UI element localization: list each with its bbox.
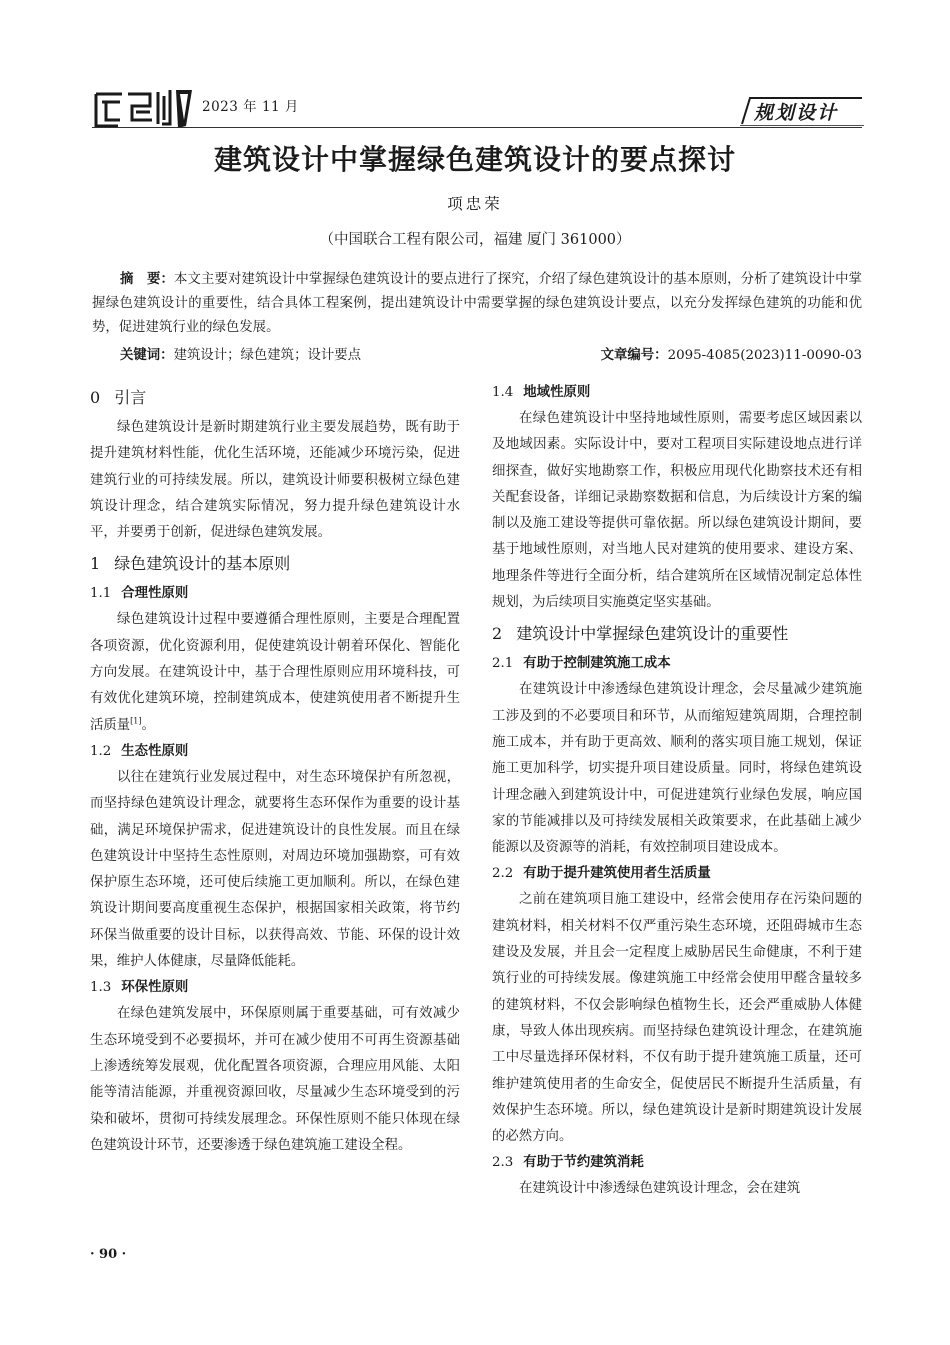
abstract-text: 本文主要对建筑设计中掌握绿色建筑设计的要点进行了探究，介绍了绿色建筑设计的基本原则，分析了建筑设计中掌握绿色建筑设计的重要性，结合具体工程案例，提出建筑设计中需要掌握的绿色建筑设计要点，以充分发挥绿色建筑的功能和优势，促进建筑行业的绿色发展。 — [92, 272, 863, 335]
section-heading: 0 引言 — [90, 388, 147, 407]
paragraph: 在建筑设计中渗透绿色建筑设计理念，会在建筑 — [519, 1181, 801, 1197]
section-heading: 2 建筑设计中掌握绿色建筑设计的重要性 — [492, 624, 789, 644]
subsection-heading: 2.2 有助于提升建筑使用者生活质量 — [492, 866, 711, 882]
citation-ref: [1] — [130, 716, 142, 726]
subsection-heading: 2.3 有助于节约建筑消耗 — [492, 1155, 644, 1171]
subsection-heading: 1.1 合理性原则 — [90, 586, 189, 602]
section-tag-label: 规划设计 — [754, 102, 839, 124]
subsection-heading: 1.2 生态性原则 — [90, 743, 189, 759]
article-title: 建筑设计中掌握绿色建筑设计的要点探讨 — [213, 143, 736, 176]
keywords-text: 建筑设计；绿色建筑；设计要点 — [173, 348, 362, 363]
header-rule — [92, 127, 862, 128]
right-column — [492, 380, 862, 1203]
paragraph: 绿色建筑设计过程中要遵循合理性原则，主要是合理配置各项资源，优化资源利用，促使建筑设计朝着环保化、智能化方向发展。在建筑设计中，基于合理性原则应用环境科技，可有效优化建筑环境，控制建筑成本，使建筑使用者不断提升生活质量[1]。 — [90, 612, 460, 733]
paragraph: 之前在建筑项目施工建设中，经常会使用存在污染问题的建筑材料，相关材料不仅严重污染生态环境，还阻碍城市生态建设及发展，并且会一定程度上威胁居民生命健康，不利于建筑行业的可持续发展。像建筑施工中经常会使用甲醛含量较多的建筑材料，不仅会影响绿色植物生长，还会严重威胁人体健康，导致人体出现疾病。而坚持绿色建筑设计理念，在建筑施工中尽量选择环保材料，不仅有助于提升建筑施工质量，还可维护建筑使用者的生命安全，促使居民不断提升生活质量，有效保护生态环境。所以，绿色建筑设计是新时期建筑设计发展的必然方向。 — [492, 892, 862, 1145]
paragraph: 在绿色建筑设计中坚持地域性原则，需要考虑区域因素以及地域因素。实际设计中，要对工程项目实际建设地点进行详细探查，做好实地勘察工作，积极应用现代化勘察技术还有相关配套设备，详细记录勘察数据和信息，为后续设计方案的编制以及施工建设等提供可靠依据。所以绿色建筑设计期间，要基于地域性原则，对当地人民对建筑的使用要求、建设方案、地理条件等进行全面分析，结合建筑所在区域情况制定总体性规划，为后续项目实施奠定坚实基础。 — [492, 411, 862, 611]
abstract-label: 摘 要： — [120, 272, 174, 287]
logo-icon — [92, 86, 198, 132]
paragraph: 绿色建筑设计是新时期建筑行业主要发展趋势，既有助于提升建筑材料性能，优化生活环境，还能减少环境污染，促进建筑行业的可持续发展。所以，建筑设计师要积极树立绿色建筑设计理念，结合建筑实际情况，努力提升绿色建筑设计水平，并要勇于创新，促进绿色建筑发展。 — [90, 420, 460, 541]
section-tag — [740, 96, 864, 126]
left-column — [90, 380, 460, 1159]
abstract — [92, 268, 862, 340]
article-number-value: 2095-4085(2023)11-0090-03 — [667, 348, 862, 363]
paragraph: 以往在建筑行业发展过程中，对生态环境保护有所忽视，而坚持绿色建筑设计理念，就要将生态环保作为重要的设计基础，满足环境保护需求，促进建筑设计的良性发展。而且在绿色建筑设计中坚持生态性原则，对周边环境加强勘察，可有效保护原生态环境，还可使后续施工更加顺利。所以，在绿色建筑设计期间要高度重视生态保护，根据国家相关政策，将节约环保当做重要的设计目标，以获得高效、节能、环保的设计效果，维护人体健康，尽量降低能耗。 — [90, 769, 460, 970]
journal-logo — [92, 86, 198, 132]
keywords-row — [120, 344, 862, 363]
paragraph: 在绿色建筑发展中，环保原则属于重要基础，可有效减少生态环境受到不必要损坏，并可在减少使用不可再生资源基础上渗透统筹发展观，优化配置各项资源，合理应用风能、太阳能等清洁能源，并重视资源回收，尽量减少生态环境受到的污染和破坏，贯彻可持续发展理念。环保性原则不能只体现在绿色建筑设计环节，还要渗透于绿色建筑施工建设全程。 — [90, 1006, 460, 1153]
affiliation: （中国联合工程有限公司，福建 厦门 361000） — [319, 232, 631, 248]
subsection-heading: 2.1 有助于控制建筑施工成本 — [492, 656, 671, 672]
author: 项忠荣 — [447, 195, 503, 213]
section-heading: 1 绿色建筑设计的基本原则 — [90, 554, 291, 574]
page-number: · 90 · — [90, 1247, 127, 1262]
subsection-heading: 1.3 环保性原则 — [90, 980, 189, 996]
issue-date: 2023 年 11 月 — [202, 99, 299, 115]
article-number — [601, 344, 862, 363]
keywords-label: 关键词： — [120, 348, 174, 363]
subsection-heading: 1.4 地域性原则 — [492, 385, 591, 400]
paragraph: 在建筑设计中渗透绿色建筑设计理念，会尽量减少建筑施工涉及到的不必要项目和环节，从而缩短建筑周期，合理控制施工成本，并有助于更高效、顺利的落实项目施工规划，保证施工更加科学，切实提升项目建设质量。同时，将绿色建筑设计理念融入到建筑设计中，可促进建筑行业绿色发展，响应国家的节能减排以及可持续发展相关政策要求，在此基础上减少能源以及资源等的消耗，有效控制项目建设成本。 — [492, 682, 862, 856]
article-number-label: 文章编号： — [600, 348, 668, 363]
